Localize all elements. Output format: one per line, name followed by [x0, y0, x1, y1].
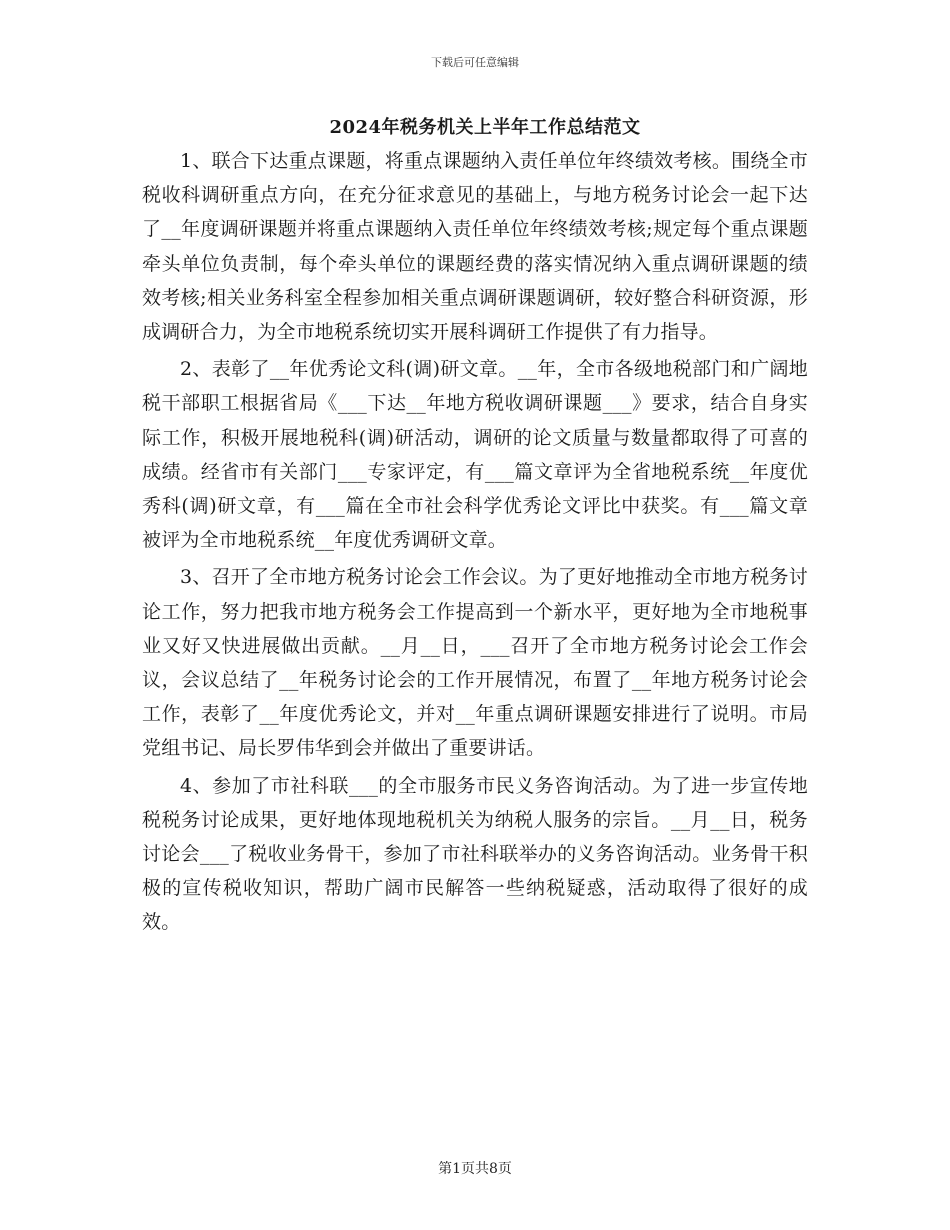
header-note: 下载后可任意编辑: [431, 56, 519, 69]
paragraph-4: 4、参加了市社科联___的全市服务市民义务咨询活动。为了进一步宣传地税税务讨论成果，更好地体现地税机关为纳税人服务的宗旨。__月__日，税务讨论会___了税收业务骨干，参加了市社科联举办的义务咨询活动。业务骨干积极的宣传税收知识，帮助广阔市民解答一些纳税疑惑，活动取得了很好的成效。: [142, 774, 808, 934]
document-title: 2024年税务机关上半年工作总结范文: [329, 117, 641, 138]
paragraph-2: 2、表彰了__年优秀论文科(调)研文章。__年，全市各级地税部门和广阔地税干部职工根据省局《___下达__年地方税收调研课题___》要求，结合自身实际工作，积极开展地税科(调)研活动，调研的论文质量与数量都取得了可喜的成绩。经省市有关部门___专家评定，有___篇文章评为全省地税系统__年度优秀科(调)研文章，有___篇在全市社会科学优秀论文评比中获奖。有___篇文章被评为全市地税系统__年度优秀调研文章。: [142, 358, 808, 552]
paragraph-3: 3、召开了全市地方税务讨论会工作会议。为了更好地推动全市地方税务讨论工作，努力把我市地方税务会工作提高到一个新水平，更好地为全市地税事业又好又快进展做出贡献。__月__日，___召开了全市地方税务讨论会工作会议，会议总结了__年税务讨论会的工作开展情况，布置了__年地方税务讨论会工作，表彰了__年度优秀论文，并对__年重点调研课题安排进行了说明。市局党组书记、局长罗伟华到会并做出了重要讲话。: [142, 566, 808, 760]
document-body: [142, 112, 808, 943]
paragraph-1: 1、联合下达重点课题，将重点课题纳入责任单位年终绩效考核。围绕全市税收科调研重点方向，在充分征求意见的基础上，与地方税务讨论会一起下达了__年度调研课题并将重点课题纳入责任单位年终绩效考核;规定每个重点课题牵头单位负责制，每个牵头单位的课题经费的落实情况纳入重点调研课题的绩效考核;相关业务科室全程参加相关重点调研课题调研，较好整合科研资源，形成调研合力，为全市地税系统切实开展科调研工作提供了有力指导。: [142, 150, 808, 344]
page-number: 第1页共8页: [438, 1161, 512, 1177]
